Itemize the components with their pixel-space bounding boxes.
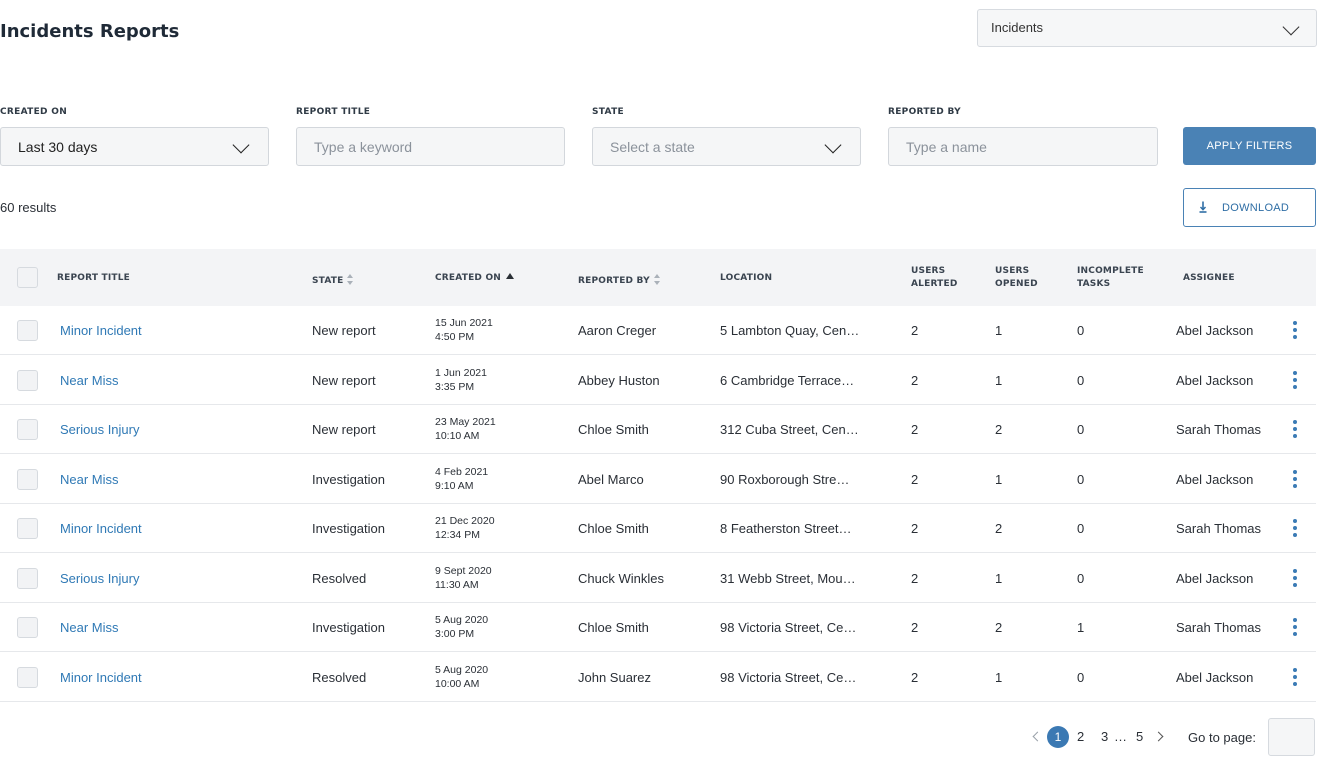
- chevron-down-icon: [825, 137, 842, 154]
- created-on-cell: [435, 514, 495, 542]
- created-time: 10:00 AM: [435, 677, 480, 690]
- reported-by-cell: Abbey Huston: [578, 372, 660, 388]
- created-time: 4:50 PM: [435, 331, 475, 343]
- users-alerted-cell: 2: [911, 471, 919, 487]
- more-options-icon[interactable]: [1291, 519, 1299, 539]
- row-checkbox[interactable]: [17, 469, 38, 490]
- chevron-down-icon: [1283, 19, 1300, 36]
- created-date: 21 Dec 2020: [435, 515, 495, 527]
- apply-filters-button[interactable]: APPLY FILTERS: [1183, 127, 1316, 165]
- filter-label-state: STATE: [592, 107, 624, 117]
- created-date: 9 Sept 2020: [435, 564, 492, 577]
- row-checkbox[interactable]: [17, 370, 38, 391]
- created-time: 12:34 PM: [435, 529, 480, 541]
- created-on-value: Last 30 days: [18, 139, 98, 155]
- report-type-select[interactable]: [977, 9, 1317, 47]
- page-title: Incidents Reports: [0, 21, 180, 42]
- state-cell: New report: [312, 372, 376, 388]
- previous-page-icon[interactable]: [1033, 732, 1043, 742]
- created-on-cell: [435, 465, 488, 493]
- reported-by-cell: Abel Marco: [578, 471, 644, 487]
- row-checkbox[interactable]: [17, 667, 38, 688]
- state-cell: Investigation: [312, 471, 385, 487]
- created-on-cell: [435, 366, 487, 394]
- select-all-checkbox[interactable]: [17, 267, 38, 288]
- users-opened-cell: 1: [995, 323, 1003, 338]
- page-ellipsis: …: [1114, 729, 1127, 744]
- users-alerted-cell: 2: [911, 669, 919, 685]
- created-date: 4 Feb 2021: [435, 465, 489, 478]
- column-header-state-label: STATE: [312, 276, 344, 286]
- incomplete-tasks-cell: 0: [1077, 422, 1085, 437]
- state-cell: Resolved: [312, 669, 367, 685]
- column-header-created-on-label: CREATED ON: [435, 273, 502, 283]
- column-header-location[interactable]: LOCATION: [720, 273, 773, 283]
- location-cell: 312 Cuba Street, Cen…: [720, 422, 859, 437]
- assignee-cell: Sarah Thomas: [1176, 620, 1262, 635]
- location-cell: 6 Cambridge Terrace…: [720, 372, 855, 388]
- users-opened-cell: 1: [995, 471, 1003, 487]
- created-time: 11:30 AM: [435, 578, 479, 591]
- filter-label-report-title: REPORT TITLE: [296, 107, 371, 117]
- column-header-users-opened[interactable]: [995, 265, 1038, 291]
- table-row[interactable]: [0, 504, 1316, 553]
- report-title-link[interactable]: Near Miss: [60, 620, 119, 635]
- table-row[interactable]: [0, 356, 1316, 405]
- users-opened-cell: 2: [995, 521, 1003, 536]
- created-time: 9:10 AM: [435, 479, 474, 492]
- created-date: 23 May 2021: [435, 416, 496, 428]
- column-header-users-alerted-line1: USERS: [911, 266, 946, 276]
- users-opened-cell: 1: [995, 669, 1003, 685]
- sort-icon: [654, 274, 661, 285]
- report-title-placeholder: Type a keyword: [314, 139, 413, 155]
- incomplete-tasks-cell: 0: [1077, 323, 1085, 338]
- users-opened-cell: 2: [995, 422, 1003, 437]
- created-time: 10:10 AM: [435, 430, 480, 442]
- table-row[interactable]: [0, 405, 1316, 454]
- location-cell: 5 Lambton Quay, Cen…: [720, 323, 860, 338]
- row-checkbox[interactable]: [17, 419, 38, 440]
- column-header-incomplete-tasks-line1: INCOMPLETE: [1077, 266, 1144, 276]
- assignee-cell: Abel Jackson: [1176, 471, 1254, 487]
- location-cell: 8 Featherston Street…: [720, 521, 852, 536]
- users-alerted-cell: 2: [911, 372, 919, 388]
- chevron-down-icon: [233, 137, 250, 154]
- report-type-value: Incidents: [991, 20, 1044, 35]
- users-alerted-cell: 2: [911, 422, 919, 437]
- table-row[interactable]: [0, 653, 1316, 702]
- go-to-page-label: Go to page:: [1188, 730, 1256, 745]
- page-button-current[interactable]: 1: [1047, 726, 1069, 748]
- column-header-reported-by-label: REPORTED BY: [578, 276, 650, 286]
- created-on-select[interactable]: [0, 127, 269, 166]
- users-alerted-cell: 2: [911, 620, 919, 635]
- state-cell: New report: [312, 323, 376, 338]
- assignee-cell: Sarah Thomas: [1176, 422, 1262, 437]
- incomplete-tasks-cell: 0: [1077, 471, 1085, 487]
- assignee-cell: Abel Jackson: [1176, 372, 1254, 388]
- assignee-cell: Abel Jackson: [1176, 669, 1254, 685]
- created-date: 15 Jun 2021: [435, 317, 493, 329]
- reported-by-cell: John Suarez: [578, 669, 651, 685]
- users-alerted-cell: 2: [911, 323, 919, 338]
- column-header-assignee[interactable]: ASSIGNEE: [1183, 273, 1235, 283]
- created-time: 3:00 PM: [435, 628, 475, 640]
- report-title-link[interactable]: Minor Incident: [60, 669, 142, 685]
- column-header-reported-by[interactable]: [578, 272, 661, 288]
- table-row[interactable]: [0, 306, 1316, 355]
- created-time: 3:35 PM: [435, 380, 475, 393]
- more-options-icon[interactable]: [1291, 420, 1299, 440]
- column-header-incomplete-tasks-line2: TASKS: [1077, 279, 1111, 289]
- download-label: DOWNLOAD: [1222, 202, 1290, 214]
- assignee-cell: Abel Jackson: [1176, 323, 1254, 338]
- location-cell: 31 Webb Street, Mou…: [720, 570, 856, 586]
- column-header-state[interactable]: [312, 272, 354, 288]
- created-date: 1 Jun 2021: [435, 366, 487, 379]
- more-options-icon[interactable]: [1291, 321, 1299, 341]
- created-on-cell: [435, 316, 493, 344]
- location-cell: 98 Victoria Street, Ce…: [720, 669, 857, 685]
- reported-by-cell: Chloe Smith: [578, 422, 649, 437]
- incomplete-tasks-cell: 0: [1077, 669, 1085, 685]
- reported-by-cell: Chuck Winkles: [578, 570, 664, 586]
- next-page-icon[interactable]: [1154, 732, 1164, 742]
- state-placeholder: Select a state: [610, 139, 695, 155]
- location-cell: 90 Roxborough Stre…: [720, 471, 850, 487]
- report-title-input[interactable]: [296, 127, 565, 166]
- reported-by-cell: Aaron Creger: [578, 323, 657, 338]
- report-title-link[interactable]: Minor Incident: [60, 521, 142, 536]
- more-options-icon[interactable]: [1291, 470, 1299, 490]
- column-header-incomplete-tasks[interactable]: [1077, 265, 1144, 291]
- report-title-link[interactable]: Near Miss: [60, 372, 119, 388]
- report-title-link[interactable]: Near Miss: [60, 471, 119, 487]
- created-on-cell: [435, 564, 492, 592]
- column-header-users-opened-line2: OPENED: [995, 279, 1038, 289]
- download-icon: [1199, 201, 1207, 213]
- incomplete-tasks-cell: 1: [1077, 620, 1085, 635]
- more-options-icon[interactable]: [1291, 569, 1299, 589]
- column-header-users-alerted-line2: ALERTED: [911, 279, 958, 289]
- assignee-cell: Sarah Thomas: [1176, 521, 1262, 536]
- column-header-users-opened-line1: USERS: [995, 266, 1030, 276]
- created-on-cell: [435, 415, 496, 443]
- page-button-5[interactable]: 5: [1136, 729, 1144, 744]
- download-button[interactable]: [1183, 188, 1316, 227]
- created-date: 5 Aug 2020: [435, 663, 489, 676]
- row-checkbox[interactable]: [17, 568, 38, 589]
- incomplete-tasks-cell: 0: [1077, 372, 1085, 388]
- reported-by-input[interactable]: [888, 127, 1158, 166]
- results-count: 60 results: [0, 200, 57, 215]
- filter-label-reported-by: REPORTED BY: [888, 107, 961, 117]
- row-checkbox[interactable]: [17, 617, 38, 638]
- users-opened-cell: 1: [995, 372, 1003, 388]
- more-options-icon[interactable]: [1291, 618, 1299, 638]
- reported-by-cell: Chloe Smith: [578, 521, 649, 536]
- reported-by-cell: Chloe Smith: [578, 620, 649, 635]
- assignee-cell: Abel Jackson: [1176, 570, 1254, 586]
- column-header-report-title[interactable]: REPORT TITLE: [57, 273, 131, 283]
- column-header-users-alerted[interactable]: [911, 265, 958, 291]
- users-alerted-cell: 2: [911, 521, 919, 536]
- more-options-icon[interactable]: [1291, 668, 1299, 688]
- filter-label-created-on: CREATED ON: [0, 107, 68, 117]
- location-cell: 98 Victoria Street, Ce…: [720, 620, 857, 635]
- go-to-page-input[interactable]: [1268, 718, 1315, 756]
- state-cell: Investigation: [312, 521, 385, 536]
- users-alerted-cell: 2: [911, 570, 919, 586]
- created-on-cell: [435, 613, 488, 641]
- state-cell: New report: [312, 422, 376, 437]
- reported-by-placeholder: Type a name: [906, 139, 987, 155]
- report-title-link[interactable]: Serious Injury: [60, 422, 140, 437]
- row-checkbox[interactable]: [17, 518, 38, 539]
- report-title-link[interactable]: Minor Incident: [60, 323, 142, 338]
- table-row[interactable]: [0, 455, 1316, 504]
- created-on-cell: [435, 663, 488, 691]
- page-button-3[interactable]: 3: [1101, 729, 1109, 744]
- table-row[interactable]: [0, 603, 1316, 652]
- sort-icon: [347, 274, 354, 285]
- more-options-icon[interactable]: [1291, 371, 1299, 391]
- state-cell: Resolved: [312, 570, 367, 586]
- table-row[interactable]: [0, 554, 1316, 603]
- column-header-created-on[interactable]: [435, 272, 514, 285]
- created-date: 5 Aug 2020: [435, 614, 489, 626]
- state-cell: Investigation: [312, 620, 385, 635]
- page-button-2[interactable]: 2: [1077, 729, 1085, 744]
- incomplete-tasks-cell: 0: [1077, 570, 1085, 586]
- report-title-link[interactable]: Serious Injury: [60, 570, 140, 586]
- users-opened-cell: 2: [995, 620, 1003, 635]
- users-opened-cell: 1: [995, 570, 1003, 586]
- sort-ascending-icon: [506, 273, 514, 279]
- table-header: [0, 249, 1316, 306]
- row-checkbox[interactable]: [17, 320, 38, 341]
- state-select[interactable]: [592, 127, 861, 166]
- incomplete-tasks-cell: 0: [1077, 521, 1085, 536]
